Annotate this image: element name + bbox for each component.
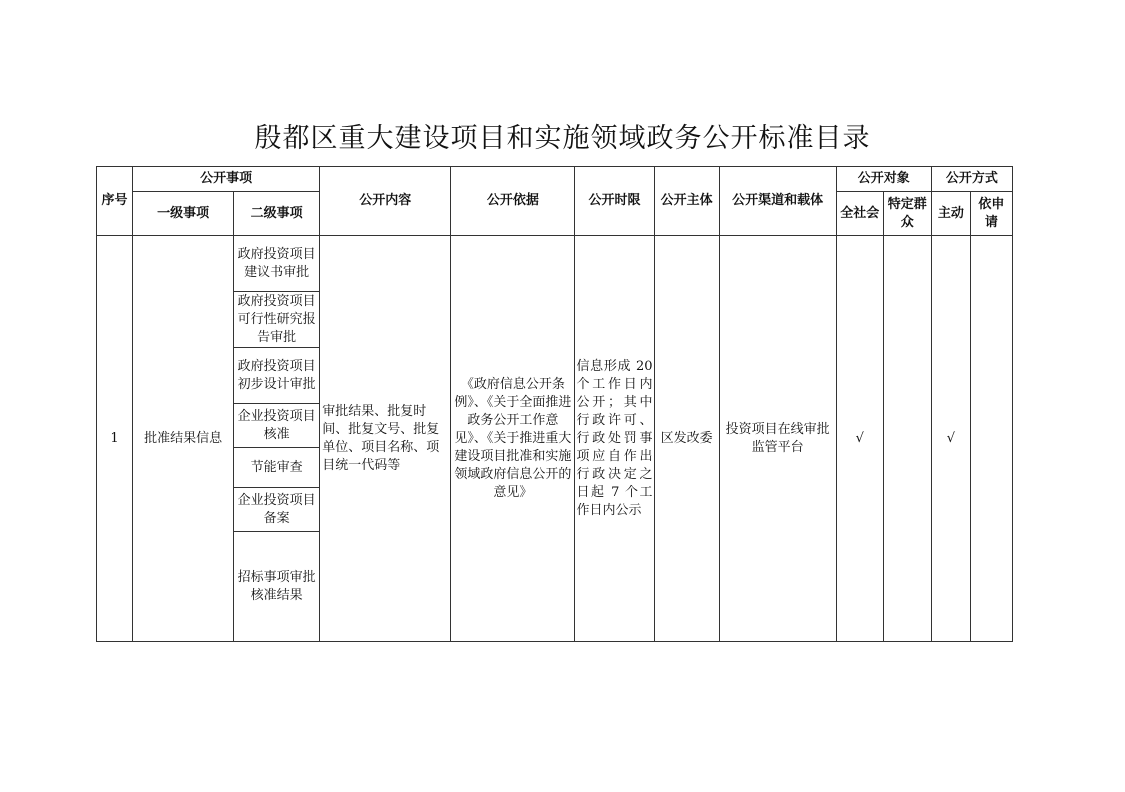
header-subject: 公开主体 bbox=[654, 167, 719, 236]
header-item-group: 公开事项 bbox=[133, 167, 320, 192]
header-deadline: 公开时限 bbox=[575, 167, 654, 236]
table-row bbox=[97, 236, 1013, 292]
header-row-1 bbox=[97, 167, 1013, 192]
cell-seq: 1 bbox=[97, 236, 133, 642]
cell-basis: 《政府信息公开条例》、《关于全面推进政务公开工作意见》、《关于推进重大建设项目批准和实施领域政府信息公开的意见》 bbox=[451, 236, 575, 642]
cell-active: √ bbox=[931, 236, 970, 642]
header-active: 主动 bbox=[931, 192, 970, 236]
cell-deadline: 信息形成 20 个工作日内公开；其中行政许可、行政处罚事项应自作出行政决定之日起 7 个工作日内公示 bbox=[575, 236, 654, 642]
cell-subject: 区发改委 bbox=[654, 236, 719, 642]
cell-content: 审批结果、批复时间、批复文号、批复单位、项目名称、项目统一代码等 bbox=[320, 236, 451, 642]
cell-level2-item: 节能审查 bbox=[234, 448, 320, 488]
cell-level2-item: 企业投资项目核准 bbox=[234, 404, 320, 448]
header-specific: 特定群众 bbox=[883, 192, 931, 236]
cell-level2-item: 政府投资项目建议书审批 bbox=[234, 236, 320, 292]
cell-channel: 投资项目在线审批监管平台 bbox=[719, 236, 836, 642]
cell-level2-item: 招标事项审批核准结果 bbox=[234, 532, 320, 642]
header-society: 全社会 bbox=[836, 192, 883, 236]
header-seq: 序号 bbox=[97, 167, 133, 236]
header-target-group: 公开对象 bbox=[836, 167, 931, 192]
header-channel: 公开渠道和载体 bbox=[719, 167, 836, 236]
cell-society: √ bbox=[836, 236, 883, 642]
header-level1: 一级事项 bbox=[133, 192, 234, 236]
page-title: 殷都区重大建设项目和实施领域政务公开标准目录 bbox=[254, 123, 871, 154]
cell-specific bbox=[883, 236, 931, 642]
header-on-request: 依申请 bbox=[970, 192, 1012, 236]
cell-level2-item: 政府投资项目初步设计审批 bbox=[234, 348, 320, 404]
header-content: 公开内容 bbox=[320, 167, 451, 236]
cell-on-request bbox=[970, 236, 1012, 642]
header-basis: 公开依据 bbox=[451, 167, 575, 236]
header-method-group: 公开方式 bbox=[931, 167, 1012, 192]
cell-level2-item: 企业投资项目备案 bbox=[234, 488, 320, 532]
header-level2: 二级事项 bbox=[234, 192, 320, 236]
catalog-table bbox=[96, 166, 1013, 642]
cell-level1: 批准结果信息 bbox=[133, 236, 234, 642]
cell-level2-item: 政府投资项目可行性研究报告审批 bbox=[234, 292, 320, 348]
